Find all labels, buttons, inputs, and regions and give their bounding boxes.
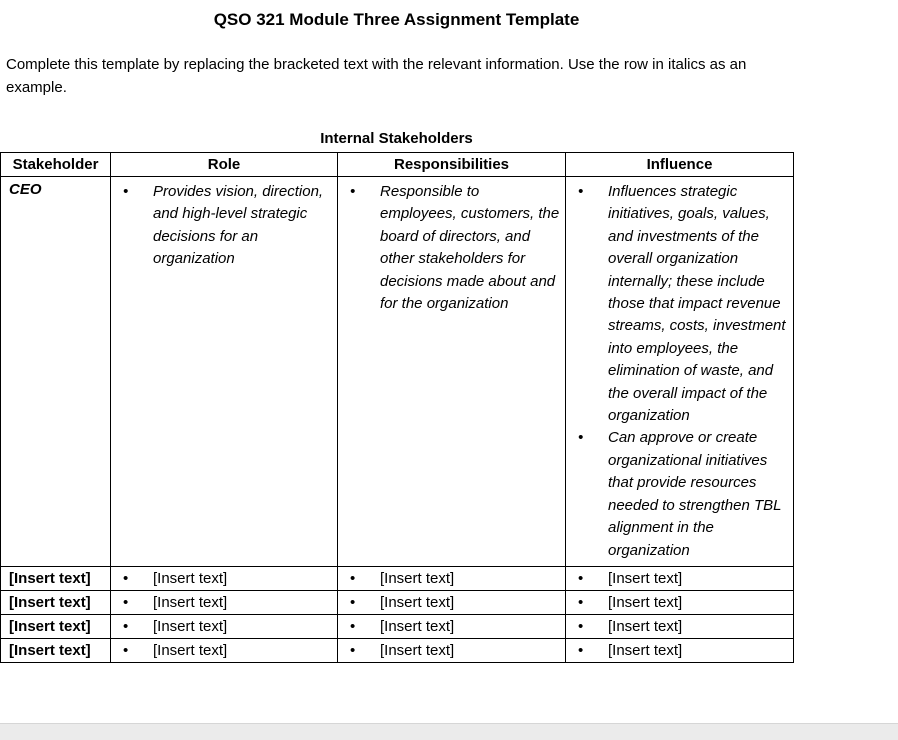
document-content (0, 8, 793, 663)
list-item (566, 427, 793, 561)
table-row-insert-4 (1, 638, 794, 662)
list-item (111, 181, 337, 271)
bullet-icon: • (578, 617, 584, 635)
table-header-row (1, 153, 794, 177)
bullet-text: [Insert text] (608, 569, 683, 587)
list-item (566, 181, 793, 427)
list-item (566, 592, 793, 613)
list-item (338, 181, 565, 315)
bullet-icon: • (350, 569, 356, 587)
example-responsibilities-cell (338, 177, 566, 567)
column-header-role: Role (111, 153, 338, 177)
bullet-text: [Insert text] (380, 569, 455, 587)
bullet-text: [Insert text] (380, 617, 455, 635)
bullet-text: [Insert text] (153, 593, 228, 611)
insert-text-cell[interactable] (111, 614, 338, 638)
bullet-text: [Insert text] (608, 617, 683, 635)
insert-text-cell[interactable]: [Insert text] (1, 566, 111, 590)
insert-text-cell[interactable] (111, 638, 338, 662)
list-item (111, 640, 337, 661)
insert-text-cell[interactable] (338, 638, 566, 662)
bullet-text: Responsible to employees, customers, the board of directors, and other stakeholders for decisions made about and for the organization (380, 183, 560, 313)
bullet-icon: • (350, 183, 356, 200)
bullet-text: [Insert text] (608, 641, 683, 659)
bullet-icon: • (350, 593, 356, 611)
example-stakeholder-cell: CEO (1, 177, 111, 567)
example-role-cell (111, 177, 338, 567)
list-item (566, 616, 793, 637)
list-item (338, 592, 565, 613)
example-influence-cell (566, 177, 794, 567)
internal-stakeholders-table (0, 152, 794, 663)
bullet-icon: • (350, 617, 356, 635)
list-item (111, 592, 337, 613)
bullet-text: [Insert text] (153, 617, 228, 635)
table-row-insert-3 (1, 614, 794, 638)
bullet-icon: • (578, 183, 584, 200)
list-item (338, 640, 565, 661)
insert-text-cell[interactable]: [Insert text] (1, 638, 111, 662)
bullet-icon: • (123, 593, 129, 611)
column-header-stakeholder: Stakeholder (1, 153, 111, 177)
insert-text-cell[interactable] (338, 566, 566, 590)
table-row-insert-1 (1, 566, 794, 590)
insert-text-cell[interactable] (566, 590, 794, 614)
insert-text-cell[interactable] (338, 614, 566, 638)
list-item (111, 616, 337, 637)
bullet-icon: • (578, 429, 584, 447)
insert-text-cell[interactable] (111, 590, 338, 614)
bullet-icon: • (123, 183, 129, 200)
insert-text-cell[interactable] (566, 566, 794, 590)
column-header-influence: Influence (566, 153, 794, 177)
insert-text-cell[interactable] (111, 566, 338, 590)
table-row-example (1, 177, 794, 567)
insert-text-cell[interactable]: [Insert text] (1, 614, 111, 638)
insert-text-cell[interactable] (338, 590, 566, 614)
bullet-icon: • (350, 641, 356, 659)
list-item (566, 640, 793, 661)
bullet-icon: • (578, 569, 584, 587)
list-item (566, 568, 793, 589)
instructions-text: Complete this template by replacing the bracketed text with the relevant information. Use the row in italics as an example. (6, 56, 747, 96)
bullet-text: [Insert text] (380, 593, 455, 611)
bullet-text: Can approve or create organizational initiatives that provide resources needed to strengthen TBL alignment in the organization (608, 429, 782, 559)
list-item (338, 568, 565, 589)
bullet-text: [Insert text] (153, 641, 228, 659)
bullet-icon: • (578, 641, 584, 659)
table-title: Internal Stakeholders (320, 130, 473, 147)
bullet-text: [Insert text] (380, 641, 455, 659)
column-header-responsibilities: Responsibilities (338, 153, 566, 177)
insert-text-cell[interactable] (566, 614, 794, 638)
bullet-icon: • (578, 593, 584, 611)
bullet-text: Provides vision, direction, and high-level strategic decisions for an organization (153, 183, 324, 268)
bullet-icon: • (123, 641, 129, 659)
list-item (111, 568, 337, 589)
bullet-icon: • (123, 617, 129, 635)
insert-text-cell[interactable] (566, 638, 794, 662)
bullet-text: [Insert text] (608, 593, 683, 611)
list-item (338, 616, 565, 637)
page-bottom-edge (0, 723, 898, 740)
insert-text-cell[interactable]: [Insert text] (1, 590, 111, 614)
table-row-insert-2 (1, 590, 794, 614)
bullet-text: [Insert text] (153, 569, 228, 587)
document-title: QSO 321 Module Three Assignment Template (213, 10, 580, 29)
bullet-text: Influences strategic initiatives, goals, values, and investments of the overall organization internally; these include those that impact revenue streams, costs, investment into employees, the elimination of waste, and the overall impact of the organization (608, 183, 786, 425)
bullet-icon: • (123, 569, 129, 587)
